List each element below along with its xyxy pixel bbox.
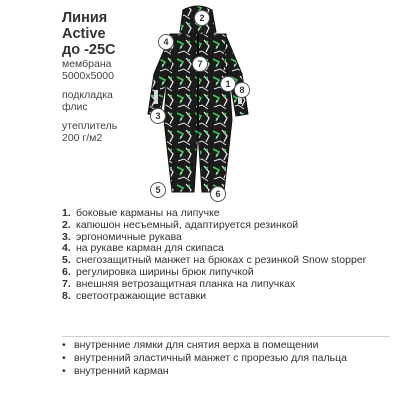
feature-num: 8. — [62, 289, 71, 302]
extras-item-1 — [62, 340, 394, 352]
feature-text: регулировка ширины брюк липучкой — [76, 265, 254, 278]
extras-text: внутренние лямки для снятия верха в помещении — [74, 339, 319, 351]
spec-insulation-value: 200 г/м2 — [62, 132, 103, 144]
callout-5: 5 — [150, 182, 166, 198]
spec-insulation — [62, 120, 140, 144]
feature-text: эргономичные рукава — [76, 230, 182, 243]
feature-num: 7. — [62, 277, 71, 290]
title-line-3: до -25С — [62, 42, 116, 58]
product-title — [62, 10, 142, 58]
spec-list — [62, 58, 140, 151]
title-line-2: Active — [62, 26, 106, 42]
jumpsuit-figure — [140, 2, 255, 202]
feature-num: 1. — [62, 207, 71, 219]
title-line-1: Линия — [62, 10, 108, 26]
feature-text: светоотражающие вставки — [76, 289, 207, 302]
feature-item-8 — [62, 291, 394, 303]
feature-num: 4. — [62, 242, 71, 255]
feature-text: на рукаве карман для скипаса — [76, 242, 224, 255]
jumpsuit-illustration — [140, 2, 255, 202]
extras-item-2 — [62, 353, 394, 365]
feature-num: 6. — [62, 265, 71, 278]
feature-text: снегозащитный манжет на брюках с резинкой Snow stopper — [76, 254, 367, 267]
callout-8: 8 — [234, 82, 250, 98]
spec-membrane-label: мембрана — [62, 58, 112, 70]
extras-text: внутренний карман — [74, 364, 169, 377]
callout-3: 3 — [150, 108, 166, 124]
feature-item-6 — [62, 267, 394, 279]
callout-1: 1 — [220, 76, 236, 92]
spec-insulation-label: утеплитель — [62, 120, 118, 132]
section-divider — [62, 336, 390, 337]
spec-lining — [62, 89, 140, 113]
extras-text: внутренний эластичный манжет с прорезью для пальца — [74, 351, 347, 364]
feature-item-7 — [62, 279, 394, 291]
callout-7: 7 — [192, 56, 208, 72]
spec-membrane — [62, 58, 140, 82]
feature-list — [62, 208, 394, 302]
extras-item-3 — [62, 366, 394, 378]
callout-2: 2 — [194, 10, 210, 26]
bullet-icon: • — [62, 364, 66, 377]
feature-num: 3. — [62, 230, 71, 243]
bullet-icon: • — [62, 339, 66, 351]
spec-lining-label: подкладка — [62, 89, 113, 101]
feature-text: капюшон несъемный, адаптируется резинкой — [76, 218, 299, 231]
feature-num: 5. — [62, 254, 71, 267]
callout-4: 4 — [158, 34, 174, 50]
callout-6: 6 — [210, 186, 226, 202]
feature-text: боковые карманы на липучке — [76, 207, 220, 219]
feature-item-2 — [62, 220, 394, 232]
extras-list — [62, 340, 394, 378]
bullet-icon: • — [62, 351, 66, 364]
feature-num: 2. — [62, 218, 71, 231]
spec-lining-value: флис — [62, 101, 88, 113]
feature-text: внешняя ветрозащитная планка на липучках — [76, 277, 296, 290]
spec-membrane-value: 5000х5000 — [62, 70, 114, 82]
reflective-strip-left — [154, 90, 158, 104]
